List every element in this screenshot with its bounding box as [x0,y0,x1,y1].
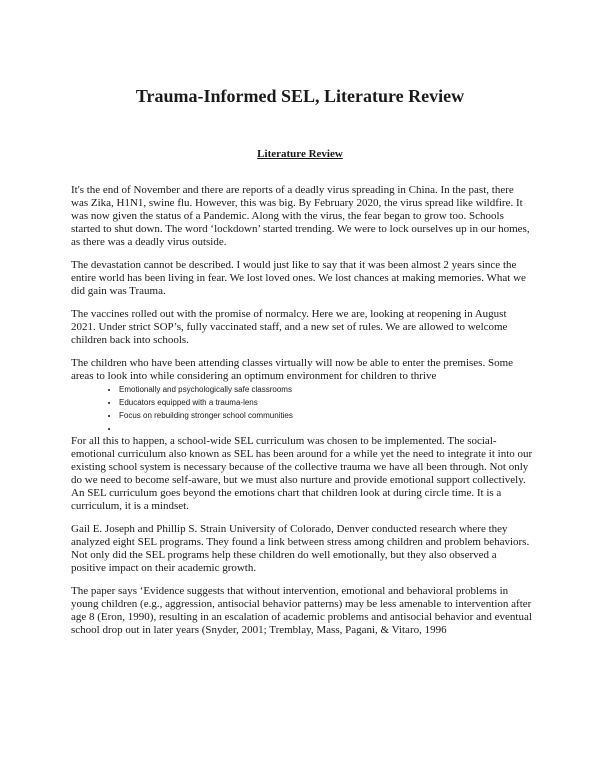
paragraph: It's the end of November and there are reports of a deadly virus spreading in China. In the past, there was Zika, H1N1, swine flu. However, this was big. By February 2020, the virus spread like wildfire. It was now given the status of a Pandemic. Along with the virus, the fear began to grow too. Schools started to shut down. The word ‘lockdown’ started trending. We were to lock ourselves up in our homes, as there was a deadly virus outside. [71,184,530,248]
document-title: Trauma-Informed SEL, Literature Review [135,86,465,106]
section-heading: Literature Review [257,148,343,160]
bullet-list [71,383,533,435]
list-item: • Educators equipped with a trauma-lens [119,396,533,409]
paragraph: The vaccines rolled out with the promise of normalcy. Here we are, looking at reopening in August 2021. Under strict SOP’s, fully vaccinated staff, and a new set of rules. We are allowed to welcome children back into schools. [71,308,508,346]
document-body [71,184,533,647]
empty-list-item [119,422,533,435]
paragraph: The devastation cannot be described. I would just like to say that it was been almost 2 years since the entire world has been living in fear. We lost loved ones. We lost chances at making memories. What we did gain was Trauma. [71,259,526,297]
paragraph: An SEL curriculum goes beyond the emotions chart that children look at during circle time. It is a curriculum, it is a mindset. [71,487,502,512]
list-item: • Focus on rebuilding stronger school communities [119,409,533,422]
paragraph: For all this to happen, a school-wide SEL curriculum was chosen to be implemented. The social-emotional curriculum also known as SEL has been around for a while yet the need to integrate it into our existing school system is necessary because of the collective trauma we have all been through. Not only do we need to become self-aware, but we must also nurture and provide emotional support collectively. [71,435,533,486]
paragraph: Gail E. Joseph and Phillip S. Strain University of Colorado, Denver conducted research where they analyzed eight SEL programs. They found a link between stress among children and problem behaviors. Not only did the SEL programs help these children do well emotionally, but they also observed a positive impact on their academic growth. [71,523,530,574]
list-item: • Emotionally and psychologically safe classrooms [119,383,533,396]
paragraph: The children who have been attending classes virtually will now be able to enter the premises. Some areas to look into while considering an optimum environment for children to thrive [71,357,514,382]
paragraph: The paper says ‘Evidence suggests that without intervention, emotional and behavioral problems in young children (e.g., aggression, antisocial behavior patterns) may be less amenable to intervention after age 8 (Eron, 1990), resulting in an escalation of academic problems and antisocial behavior and eventual school drop out in later years (Snyder, 2001; Tremblay, Mass, Pagani, & Vitaro, 1996 [71,585,532,636]
